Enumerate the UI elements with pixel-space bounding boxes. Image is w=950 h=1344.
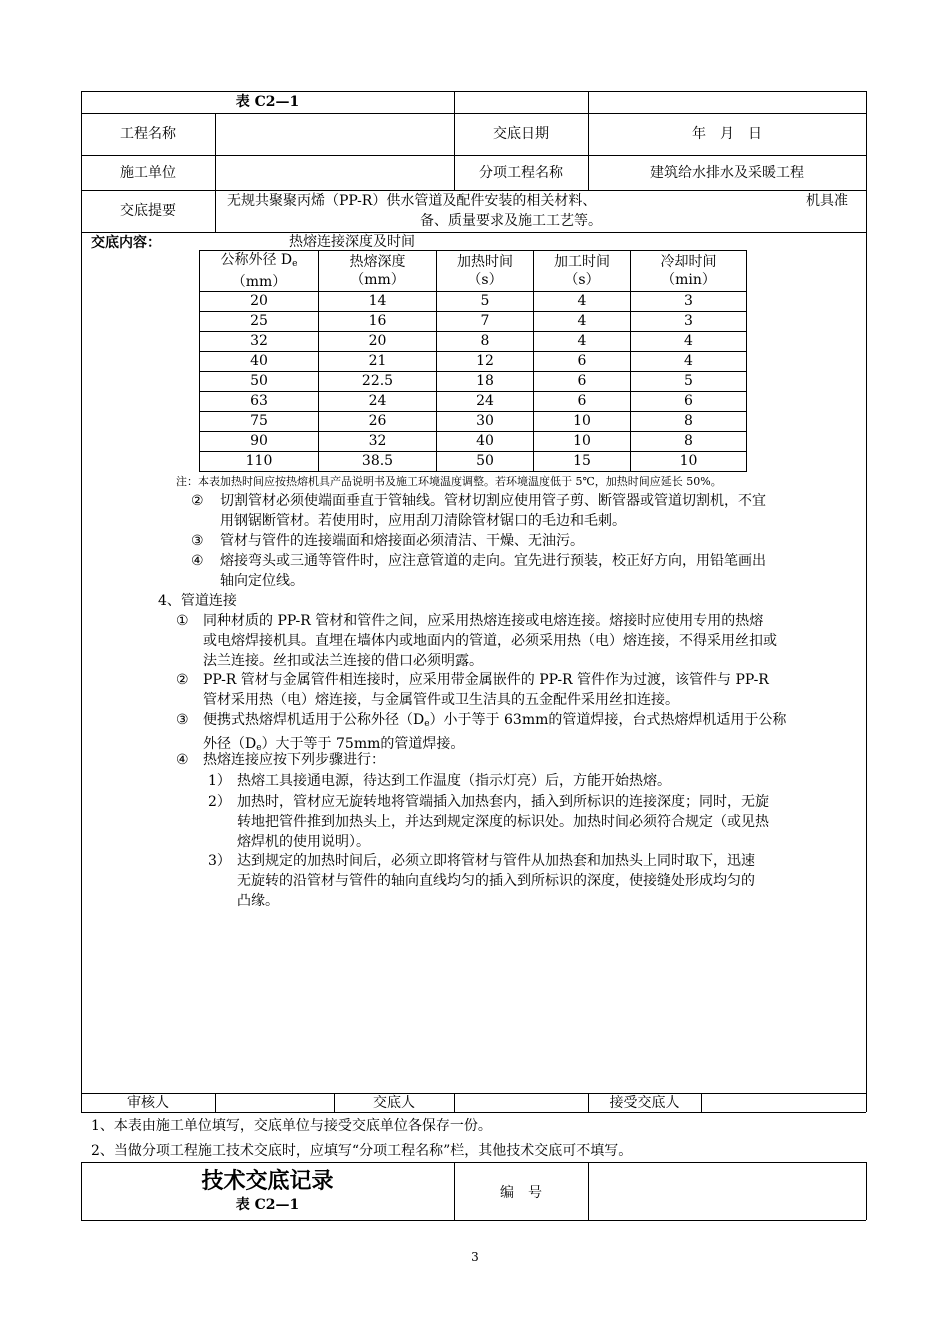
list-item: 热熔连接应按下列步骤进行： xyxy=(203,752,385,768)
disclosure-date-label: 交底日期 xyxy=(493,126,549,142)
step-item: 达到规定的加热时间后，必须立即将管材与管件从加热套和加热头上同时取下，迅速 无旋转的沿管材与管件的轴向直线均匀的插入到所标识的深度，使接缝处形成均匀的 凸缘。 xyxy=(237,853,755,909)
table-row xyxy=(200,292,747,312)
number-label: 编 号 xyxy=(500,1185,542,1201)
table-cell: 7 xyxy=(437,312,534,332)
table-row xyxy=(200,312,747,332)
table-cell: 10 xyxy=(631,452,747,472)
form-number: 表 C2—1 xyxy=(235,94,300,110)
project-name-label: 工程名称 xyxy=(120,126,176,142)
list-item: PP-R 管材与金属管件相连接时，应采用带金属嵌件的 PP-R 管件作为过渡，该管件与 PP-R 管材采用热（电）熔连接，与金属管件或卫生洁具的五金配件采用丝扣连接。 xyxy=(203,672,769,708)
table-row xyxy=(200,352,747,372)
list-item: 同种材质的 PP-R 管材和管件之间，应采用热熔连接或电熔连接。熔接时应使用专用的热熔 或电熔焊接机具。直埋在墙体内或地面内的管道，必须采用热（电）熔连接，不得采用丝扣或 法兰连接。丝扣或法兰连接的借口必须明露。 xyxy=(203,613,777,669)
table-cell: 110 xyxy=(200,452,319,472)
step-item: 加热时，管材应无旋转地将管端插入加热套内，插入到所标识的连接深度；同时，无旋 转地把管件推到加热头上，并达到规定深度的标识处。加热时间必须符合规定（或见热 熔焊机的使用说明）。 xyxy=(237,794,769,850)
table-row xyxy=(200,452,747,472)
table-cell: 4 xyxy=(534,312,631,332)
table-cell: 10 xyxy=(534,432,631,452)
table-title: 热熔连接深度及时间 xyxy=(289,234,415,250)
disclosure-date-field[interactable]: 年 月 日 xyxy=(692,126,762,142)
heat-fusion-table xyxy=(199,250,747,472)
table-cell: 50 xyxy=(200,372,319,392)
table-border-right xyxy=(866,1162,867,1220)
column-header: 公称外径 $D_e$ （mm） xyxy=(200,251,319,292)
table-cell: 63 xyxy=(200,392,319,412)
table-cell: 21 xyxy=(319,352,437,372)
table-divider xyxy=(81,113,866,114)
table-cell: 24 xyxy=(319,392,437,412)
step-marker: 1） xyxy=(208,773,231,789)
table-cell: 32 xyxy=(319,432,437,452)
table-border-bottom xyxy=(81,1112,866,1113)
table-cell: 75 xyxy=(200,412,319,432)
table-divider xyxy=(81,232,866,233)
table-cell: 16 xyxy=(319,312,437,332)
column-header: 加工时间 （s） xyxy=(534,251,631,292)
table-divider xyxy=(81,155,866,156)
table-cell: 6 xyxy=(534,352,631,372)
table-cell: 8 xyxy=(631,432,747,452)
table-row xyxy=(200,432,747,452)
table-border-top xyxy=(81,1162,866,1163)
list-marker: ④ xyxy=(191,553,204,569)
table-cell: 6 xyxy=(631,392,747,412)
table-cell: 5 xyxy=(631,372,747,392)
table-cell: 5 xyxy=(437,292,534,312)
table-cell: 8 xyxy=(437,332,534,352)
table-cell: 15 xyxy=(534,452,631,472)
construction-unit-label: 施工单位 xyxy=(120,165,176,181)
content-label: 交底内容： xyxy=(91,235,161,251)
form-number: 表 C2—1 xyxy=(235,1197,300,1213)
table-cell: 22.5 xyxy=(319,372,437,392)
table-cell: 40 xyxy=(200,352,319,372)
table-cell: 40 xyxy=(437,432,534,452)
table-cell: 4 xyxy=(534,332,631,352)
list-item: 管材与管件的连接端面和熔接面必须清洁、干燥、无油污。 xyxy=(220,533,584,549)
table-note: 注：本表加热时间应按热熔机具产品说明书及施工环境温度调整。若环境温度低于 5℃，加热时间应延长 50%。 xyxy=(176,475,722,488)
table-cell: 4 xyxy=(631,332,747,352)
page-number: 3 xyxy=(471,1250,479,1264)
footnote: 2、当做分项工程施工技术交底时，应填写“分项工程名称”栏，其他技术交底可不填写。 xyxy=(91,1143,633,1159)
table-cell: 20 xyxy=(319,332,437,352)
table-divider xyxy=(215,1093,216,1112)
list-marker: ② xyxy=(191,493,204,509)
table-cell: 6 xyxy=(534,392,631,412)
table-cell: 26 xyxy=(319,412,437,432)
section-title: 4、管道连接 xyxy=(158,593,237,609)
table-cell: 18 xyxy=(437,372,534,392)
list-item: 熔接弯头或三通等管件时，应注意管道的走向。宜先进行预装，校正好方向，用铅笔画出 轴向定位线。 xyxy=(220,553,766,589)
table-row xyxy=(200,332,747,352)
summary-label: 交底提要 xyxy=(120,203,176,219)
table-cell: 10 xyxy=(534,412,631,432)
table-cell: 32 xyxy=(200,332,319,352)
list-marker: ④ xyxy=(176,752,189,768)
column-header: 热熔深度 （mm） xyxy=(319,251,437,292)
table-cell: 12 xyxy=(437,352,534,372)
table-row xyxy=(200,372,747,392)
summary-text: 无规共聚聚丙烯（PP-R）供水管道及配件安装的相关材料、 xyxy=(227,193,597,209)
table-cell: 4 xyxy=(534,292,631,312)
sub-project-label: 分项工程名称 xyxy=(479,165,563,181)
step-marker: 2） xyxy=(208,794,231,810)
table-divider xyxy=(215,113,216,232)
table-cell: 38.5 xyxy=(319,452,437,472)
reviewer-label: 审核人 xyxy=(127,1095,169,1111)
table-divider xyxy=(588,1162,589,1220)
table-border-top xyxy=(81,91,866,92)
table-row xyxy=(200,412,747,432)
table-cell: 25 xyxy=(200,312,319,332)
footnote: 1、本表由施工单位填写，交底单位与接受交底单位各保存一份。 xyxy=(91,1118,492,1134)
table-cell: 50 xyxy=(437,452,534,472)
summary-text: 备、质量要求及施工工艺等。 xyxy=(420,213,602,229)
table-border-right xyxy=(866,91,867,1112)
sub-project-field[interactable]: 建筑给水排水及采暖工程 xyxy=(650,165,804,181)
table-cell: 4 xyxy=(631,352,747,372)
column-header: 加热时间 （s） xyxy=(437,251,534,292)
table-cell: 90 xyxy=(200,432,319,452)
table-border-bottom xyxy=(81,1220,866,1221)
discloser-label: 交底人 xyxy=(373,1095,415,1111)
step-item: 热熔工具接通电源，待达到工作温度（指示灯亮）后，方能开始热熔。 xyxy=(237,773,671,789)
list-marker: ② xyxy=(176,672,189,688)
list-marker: ③ xyxy=(191,533,204,549)
table-border-left xyxy=(81,91,82,1112)
table-cell: 24 xyxy=(437,392,534,412)
table-divider xyxy=(454,1093,455,1112)
table-cell: 3 xyxy=(631,312,747,332)
table-cell: 20 xyxy=(200,292,319,312)
table-cell: 30 xyxy=(437,412,534,432)
summary-text: 机具准 xyxy=(806,193,848,209)
table-divider xyxy=(701,1093,702,1112)
column-header: 冷却时间 （min） xyxy=(631,251,747,292)
table-divider xyxy=(81,190,866,191)
table-cell: 8 xyxy=(631,412,747,432)
table-cell: 14 xyxy=(319,292,437,312)
table-cell: 6 xyxy=(534,372,631,392)
list-marker: ① xyxy=(176,613,189,629)
list-item: 便携式热熔焊机适用于公称外径$(D_e)$小于等于 63mm的管道焊接，台式热熔焊机适用于公称 外径$(D_e)$大于等于 75mm的管道焊接。 xyxy=(203,712,787,753)
receiver-label: 接受交底人 xyxy=(609,1095,680,1111)
table-row xyxy=(200,392,747,412)
table-header-row xyxy=(200,251,747,292)
list-marker: ③ xyxy=(176,712,189,728)
table-cell: 3 xyxy=(631,292,747,312)
step-marker: 3） xyxy=(208,853,231,869)
list-item: 切割管材必须使端面垂直于管轴线。管材切割应使用管子剪、断管器或管道切割机，不宜 用钢锯断管材。若使用时，应用刮刀清除管材锯口的毛边和毛刺。 xyxy=(220,493,766,529)
form-title: 技术交底记录 xyxy=(201,1169,334,1194)
